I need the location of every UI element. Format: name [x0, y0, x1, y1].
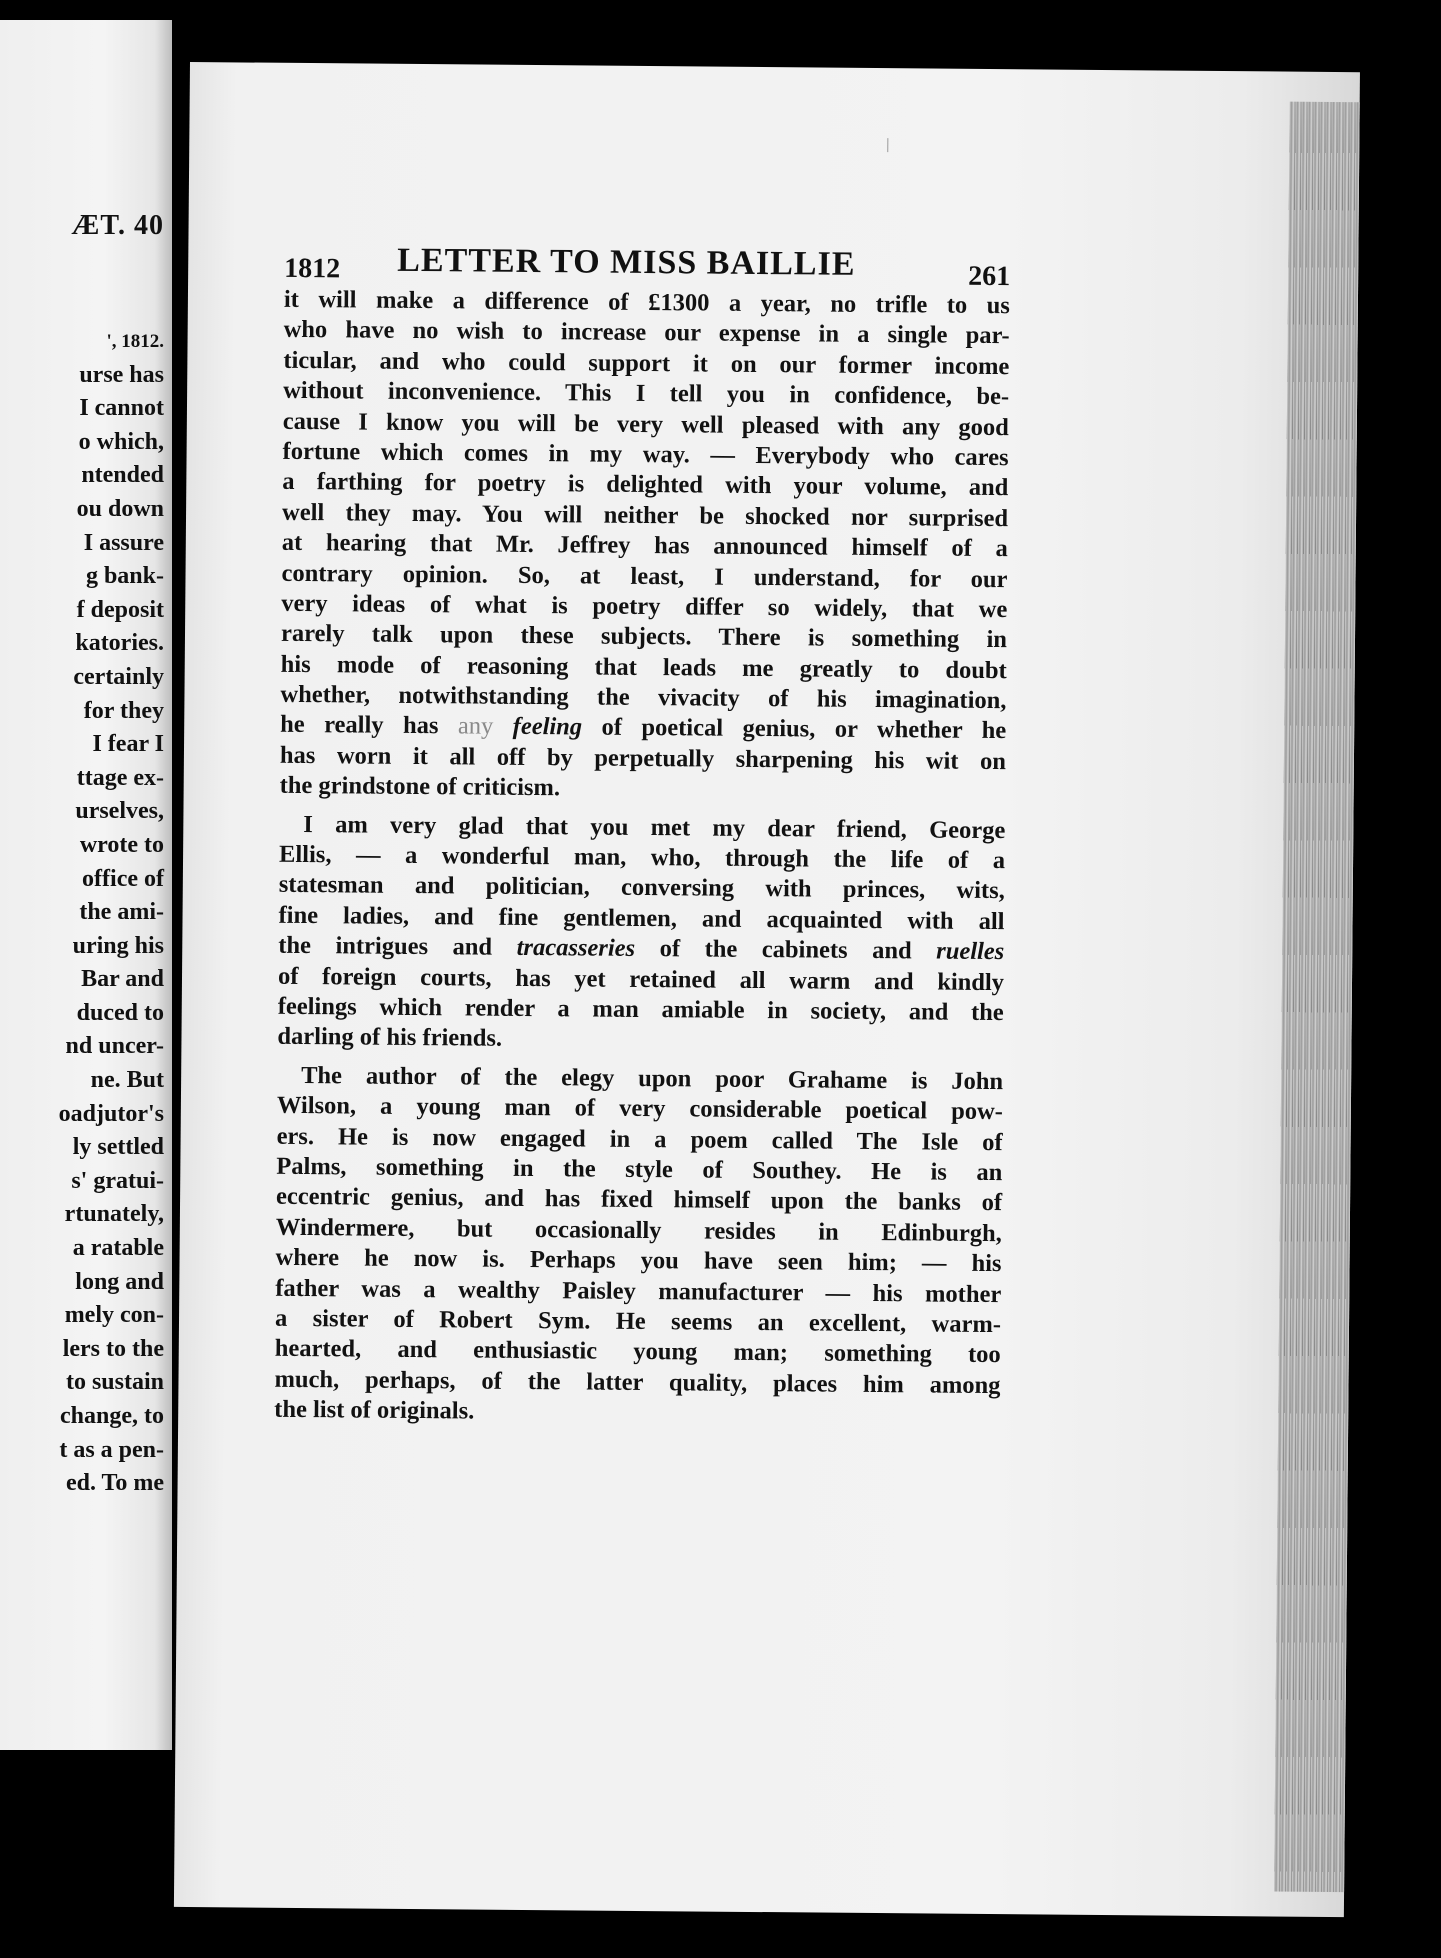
left-line: ed. To me: [65, 1470, 164, 1497]
left-line: I cannot: [79, 395, 164, 422]
left-page-fragment: [0, 20, 172, 1750]
left-line: rtunately,: [64, 1201, 164, 1228]
left-line: urse has: [79, 361, 164, 388]
text-line: much, perhaps, of the latter quality, places him among: [274, 1365, 1001, 1399]
text-line: darling of his friends.: [277, 1023, 503, 1053]
left-line: g bank-: [85, 563, 164, 590]
text-line: has worn it all off by perpetually sharpening his wit on: [279, 741, 1007, 776]
text-line: who have no wish to increase our expense in a single par-: [283, 316, 1010, 350]
text-line: his mode of reasoning that leads me greatly to doubt: [280, 650, 1007, 684]
text-line: very ideas of what is poetry differ so widely, that we: [281, 589, 1008, 624]
text-line: statesman and politician, conversing with princes, wits,: [278, 871, 1005, 905]
left-line: katories.: [75, 630, 164, 657]
left-line: office of: [82, 865, 164, 892]
italic-text: tracasseries: [516, 934, 636, 963]
text-line: I am very glad that you met my dear friend, George: [303, 810, 1006, 844]
body-text: [274, 285, 1010, 1432]
text-line: Palms, something in the style of Southey. He is an: [276, 1152, 1003, 1187]
left-line: for they: [83, 697, 164, 724]
text-line: whether, notwithstanding the vivacity of his imagination,: [280, 680, 1007, 715]
text-line: a sister of Robert Sym. He seems an excellent, warm-: [274, 1304, 1002, 1339]
left-line: wrote to: [79, 831, 164, 858]
running-head-year: 1812: [284, 252, 341, 285]
left-line: I fear I: [92, 731, 164, 758]
text-line: contrary opinion. So, at least, I understand, for our: [281, 559, 1008, 593]
text-line: without inconvenience. This I tell you in confidence, be-: [283, 376, 1010, 411]
text-line: ers. He is now engaged in a poem called The Isle of: [276, 1122, 1003, 1156]
text-line: at hearing that Mr. Jeffrey has announced himself of a: [281, 528, 1008, 563]
left-line: nd uncer-: [65, 1033, 164, 1060]
left-line: duced to: [76, 999, 164, 1026]
italic-text: ruelles: [936, 937, 1005, 966]
left-line: oadjutor's: [58, 1100, 164, 1127]
left-line: ntended: [81, 462, 164, 489]
text-line: father was a wealthy Paisley manufacturer — his mother: [275, 1274, 1002, 1308]
page-number: 261: [968, 260, 1011, 293]
right-page: [174, 62, 1360, 1917]
left-line: ttage ex-: [76, 764, 164, 791]
left-line: Bar and: [81, 966, 164, 993]
running-head: [284, 241, 1011, 293]
left-line: t as a pen-: [59, 1436, 164, 1463]
text-line: Windermere, but occasionally resides in Edinburgh,: [275, 1213, 1002, 1247]
left-line: long and: [75, 1268, 164, 1295]
text-fragment: of the cabinets and: [634, 935, 937, 965]
left-line: ou down: [76, 495, 164, 522]
left-line: mely con-: [64, 1302, 164, 1329]
text-line: well they may. You will neither be shocked nor surprised: [281, 498, 1009, 532]
text-line: ticular, and who could support it on our former income: [283, 346, 1010, 380]
left-line: to sustain: [65, 1369, 164, 1396]
text-line: where he now is. Perhaps you have seen him; — his: [275, 1243, 1002, 1278]
left-page-text: [59, 325, 164, 1501]
text-line: of foreign courts, has yet retained all warm and kindly: [277, 962, 1005, 996]
text-line: Ellis, — a wonderful man, who, through the life of a: [278, 840, 1006, 875]
left-line: I assure: [83, 529, 164, 556]
text-line: Wilson, a young man of very considerable poetical pow-: [276, 1091, 1003, 1126]
left-running-head: ÆT. 40: [71, 210, 164, 241]
text-line: cause I know you will be very well pleased with any good: [282, 407, 1009, 441]
left-line: s' gratui-: [71, 1167, 164, 1194]
text-line: feelings which render a man amiable in society, and the: [277, 992, 1004, 1027]
left-line: ', 1812.: [106, 331, 164, 352]
italic-text: feeling: [512, 713, 583, 741]
left-line: urselves,: [75, 798, 164, 825]
left-line: change, to: [60, 1403, 164, 1429]
text-line: The author of the elegy upon poor Grahame is John: [301, 1061, 1004, 1095]
left-line: ly settled: [72, 1134, 164, 1161]
left-line: the ami-: [79, 899, 164, 926]
text-line: rarely talk upon these subjects. There is something in: [280, 620, 1008, 654]
text-line: a farthing for poetry is delighted with your volume, and: [282, 468, 1009, 502]
text-line: eccentric genius, and has fixed himself upon the banks of: [275, 1183, 1003, 1217]
faded-text: any: [457, 712, 513, 741]
left-line: f deposit: [76, 596, 164, 623]
page-edge-shading: [1274, 102, 1360, 1893]
left-line: uring his: [72, 932, 164, 959]
left-line: certainly: [73, 663, 164, 690]
text-line: the list of originals.: [274, 1395, 475, 1425]
text-line: the grindstone of criticism.: [279, 772, 561, 802]
left-line: ne. But: [90, 1067, 164, 1094]
text-fragment: he really has: [280, 711, 459, 740]
text-fragment: the intrigues and: [278, 932, 517, 962]
paper-mark: [887, 138, 888, 152]
text-line: fine ladies, and fine gentlemen, and acquainted with all: [278, 901, 1005, 935]
left-line: lers to the: [62, 1335, 164, 1362]
text-line: fortune which comes in my way. — Everybody who cares: [282, 437, 1009, 472]
text-line: it will make a difference of £1300 a year, no trifle to us: [283, 285, 1011, 320]
text-fragment: of poetical genius, or whether he: [582, 713, 1007, 745]
left-line: o which,: [78, 428, 164, 455]
text-line: hearted, and enthusiastic young man; something too: [274, 1335, 1001, 1369]
running-head-title: LETTER TO MISS BAILLIE: [397, 241, 856, 283]
left-line: a ratable: [72, 1235, 164, 1262]
